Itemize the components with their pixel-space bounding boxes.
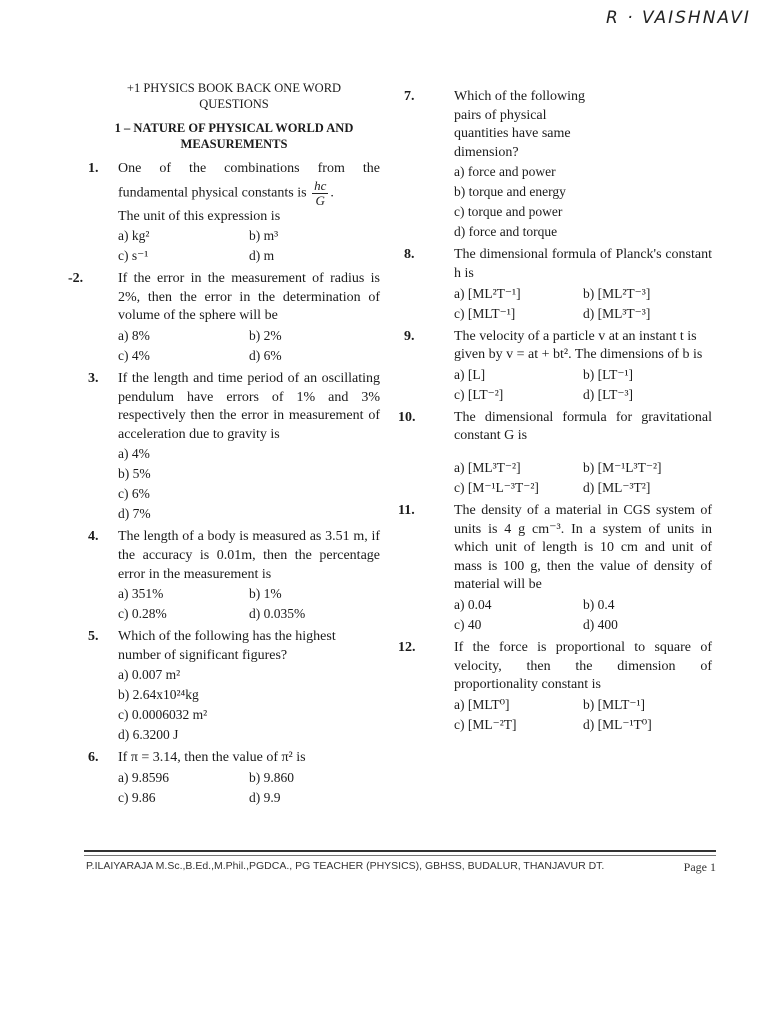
footer xyxy=(86,860,716,872)
option-q3-b: b) 5% xyxy=(118,466,151,482)
options-q10: a) [ML³T⁻²] b) [M⁻¹L³T⁻²] c) [M⁻¹L⁻³T⁻²] d) [ML⁻³T²] xyxy=(454,459,662,495)
question-11: 11. The density of a material in CGS system of units is 4 g cm⁻³. In a system of units in which unit of length is 10 cm and unit of mass is 100 g, then the value of density of material will be xyxy=(398,502,712,593)
option-q3-a: a) 4% xyxy=(118,446,150,462)
footer-rule-thin xyxy=(84,855,716,856)
option-q5-c: c) 0.0006032 m² xyxy=(118,707,208,723)
option-q5-b: b) 2.64x10²⁴kg xyxy=(118,687,199,703)
page-number: Page 1 xyxy=(683,860,716,874)
left-column xyxy=(68,80,380,808)
options-q8: a) [ML²T⁻¹] b) [ML²T⁻³] c) [MLT⁻¹] d) [ML³T⁻³] xyxy=(454,285,651,321)
options-q4: a) 351% b) 1% c) 0.28% d) 0.035% xyxy=(118,586,306,622)
question-3: 3. If the length and time period of an oscillating pendulum have errors of 1% and 3% respectively then the error in measurement of acceleration due to gravity is xyxy=(88,370,380,442)
option-q5-a: a) 0.007 m² xyxy=(118,667,181,683)
option-q7-c: c) torque and power xyxy=(454,204,563,220)
options-q12: a) [MLT⁰] b) [MLT⁻¹] c) [ML⁻²T] d) [ML⁻¹T⁰] xyxy=(454,696,652,732)
options-q11: a) 0.04 b) 0.4 c) 40 d) 400 xyxy=(454,596,618,632)
question-12: 12. If the force is proportional to square of velocity, then the dimension of proportionality constant is xyxy=(398,639,712,693)
options-q2: a) 8% b) 2% c) 4% d) 6% xyxy=(118,327,282,363)
options-q6: a) 9.8596 b) 9.860 c) 9.86 d) 9.9 xyxy=(118,769,294,805)
footer-rule xyxy=(84,850,716,852)
fraction: $\frac{hc}{G}$ xyxy=(314,177,327,208)
question-7: 7. Which of the following pairs of physical quantities have same dimension? xyxy=(404,89,586,160)
title-line-2: QUESTIONS xyxy=(199,97,269,111)
option-q7-b: b) torque and energy xyxy=(454,184,566,200)
question-9: 9. The velocity of a particle v at an instant t is given by v = at + bt². The dimensions of b is xyxy=(404,328,703,363)
footer-credit: P.ILAIYARAJA M.Sc.,B.Ed.,M.Phil.,PGDCA., PG TEACHER (PHYSICS), GBHSS, BUDALUR, THANJAVUR DT. xyxy=(86,860,605,872)
chapter-title-line-2: MEASUREMENTS xyxy=(180,137,288,151)
question-1: 1. One of the combinations from the fundamental physical constants is $\frac{hc}{G}$ . The unit of this expression is xyxy=(88,161,380,224)
title-line-1: +1 PHYSICS BOOK BACK ONE WORD xyxy=(126,81,342,95)
question-8: 8. The dimensional formula of Planck's constant h is xyxy=(404,247,712,281)
option-q7-d: d) force and torque xyxy=(454,224,558,240)
options-q1: a) kg² b) m³ c) s⁻¹ d) m xyxy=(118,228,279,264)
question-4: 4. The length of a body is measured as 3.51 m, if the accuracy is 0.01m, then the percentage error in the measurement is xyxy=(88,529,380,582)
option-q3-c: c) 6% xyxy=(118,486,150,502)
question-5: 5. Which of the following has the highest number of significant figures? xyxy=(88,629,336,663)
right-column xyxy=(398,88,712,735)
question-2: -2. If the error in the measurement of radius is 2%, then the error in the determination of volume of the sphere will be xyxy=(68,271,380,324)
options-q9: a) [L] b) [LT⁻¹] c) [LT⁻²] d) [LT⁻³] xyxy=(454,366,634,402)
handwritten-signature: R · VAISHNAVI xyxy=(606,8,751,28)
question-10: 10. The dimensional formula for gravitational constant G is xyxy=(398,409,712,444)
option-q5-d: d) 6.3200 J xyxy=(118,727,179,743)
option-q7-a: a) force and power xyxy=(454,164,556,180)
chapter-title-line-1: 1 – NATURE OF PHYSICAL WORLD AND xyxy=(114,121,354,135)
question-6: 6. If π = 3.14, then the value of π² is xyxy=(88,750,306,766)
option-q3-d: d) 7% xyxy=(118,506,151,522)
